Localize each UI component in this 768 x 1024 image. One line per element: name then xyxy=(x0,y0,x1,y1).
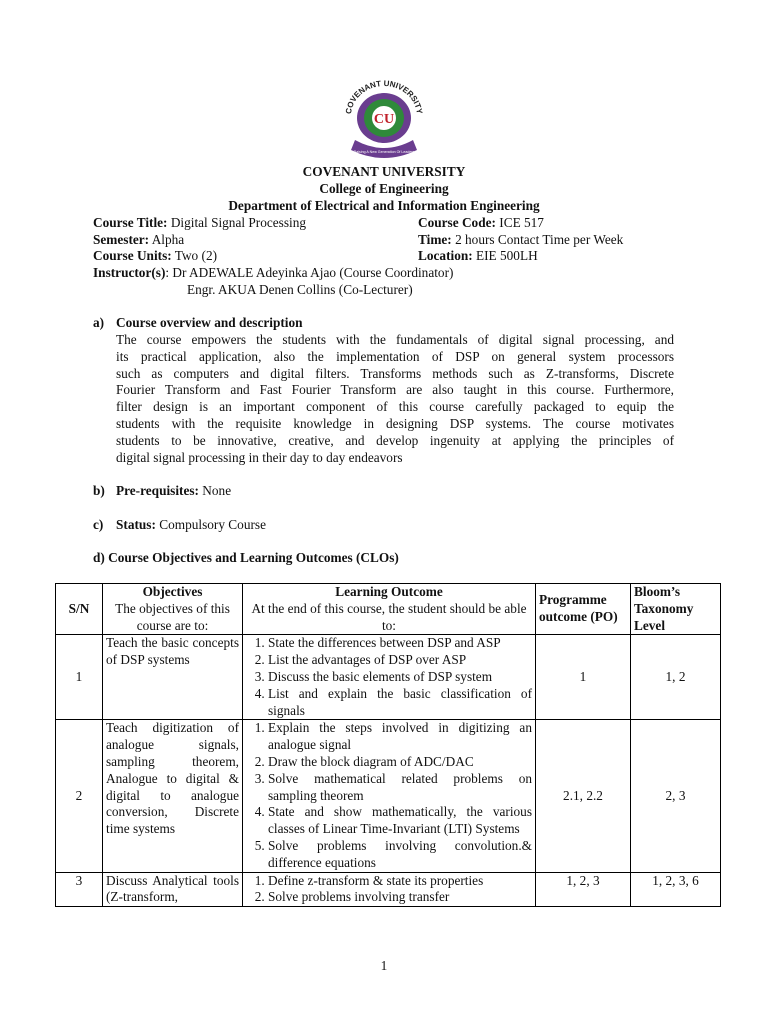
instructor-secondary: Engr. AKUA Denen Collins (Co-Lecturer) xyxy=(187,282,413,297)
course-code-label: Course Code: xyxy=(418,215,496,230)
overview-line: Fourier Transform and Fast Fourier Transform are also taught in this course. Furthermore, xyxy=(116,382,674,398)
location-line xyxy=(418,248,538,265)
semester-label: Semester: xyxy=(93,232,150,247)
prerequisites-label: Pre-requisites: xyxy=(116,483,199,498)
time-line xyxy=(418,232,623,249)
section-b-label: b) xyxy=(93,483,105,498)
section-a-title: Course overview and description xyxy=(116,315,303,330)
status-label: Status: xyxy=(116,517,156,532)
row-sn: 1 xyxy=(56,635,103,720)
outcome-item: 2. Solve problems involving transfer xyxy=(268,889,532,906)
row-sn: 3 xyxy=(56,872,103,907)
row-objective: Teach the basic concepts of DSP systems xyxy=(103,635,243,720)
outcome-item: 3. Discuss the basic elements of DSP system xyxy=(268,669,532,686)
outcome-item: 4. State and show mathematically, the various classes of Linear Time-Invariant (LTI) Systems xyxy=(268,804,532,838)
objectives-header-sub: The objectives of this course are to: xyxy=(115,600,230,633)
row-objective: Teach digitization of analogue signals, sampling theorem, Analogue to digital & digital to analogue conversion, Discrete time systems xyxy=(103,720,243,872)
units-label: Course Units: xyxy=(93,248,172,263)
table-row xyxy=(56,872,721,907)
outcome-item: 2. List the advantages of DSP over ASP xyxy=(268,652,532,669)
outcome-item: 1. Explain the steps involved in digitizing an analogue signal xyxy=(268,720,532,754)
semester-value: Alpha xyxy=(151,232,185,247)
section-a-heading xyxy=(93,315,303,332)
programme-outcome-header: Programme outcome (PO) xyxy=(536,584,631,635)
svg-text:CU: CU xyxy=(373,112,395,127)
course-overview-paragraph xyxy=(116,332,674,466)
table-row xyxy=(56,720,721,872)
outcome-item: 2. Draw the block diagram of ADC/DAC xyxy=(268,754,532,771)
outcome-item: 1. Define z-transform & state its properties xyxy=(268,873,532,890)
table-row xyxy=(56,635,721,720)
row-po: 2.1, 2.2 xyxy=(536,720,631,872)
overview-line: digital signal processing in their day to day endeavors xyxy=(116,449,403,465)
semester-line xyxy=(93,232,184,249)
section-a-label: a) xyxy=(93,315,105,330)
row-sn: 2 xyxy=(56,720,103,872)
outcome-item: 4. List and explain the basic classification of signals xyxy=(268,686,532,720)
course-code-value: ICE 517 xyxy=(499,215,544,230)
row-bloom: 1, 2 xyxy=(631,635,721,720)
section-c xyxy=(93,517,266,534)
course-title-label: Course Title: xyxy=(93,215,168,230)
college-name: College of Engineering xyxy=(319,181,449,196)
overview-line: filter design is an important component of this course carefully packaged to equip the xyxy=(116,399,674,415)
svg-text:Raising A New Generation Of Le: Raising A New Generation Of Leaders xyxy=(353,150,415,154)
learning-outcome-header xyxy=(243,584,536,635)
outcome-item: 5. Solve problems involving convolution.& difference equations xyxy=(268,838,532,872)
row-outcomes xyxy=(243,635,536,720)
row-po: 1 xyxy=(536,635,631,720)
department-name: Department of Electrical and Information Engineering xyxy=(228,198,540,213)
outcome-item: 3. Solve mathematical related problems on sampling theorem xyxy=(268,771,532,805)
location-value: EIE 500LH xyxy=(476,248,538,263)
units-value: Two (2) xyxy=(174,248,218,263)
table-header-row xyxy=(56,584,721,635)
row-bloom: 1, 2, 3, 6 xyxy=(631,872,721,907)
overview-line: The course empowers the students with the fundamentals of digital signal processing, and xyxy=(116,332,674,347)
row-outcomes xyxy=(243,872,536,907)
svg-text:COVENANT UNIVERSITY: COVENANT UNIVERSITY xyxy=(344,78,424,115)
covenant-university-logo xyxy=(333,78,435,164)
blooms-taxonomy-header: Bloom’s Taxonomy Level xyxy=(631,584,721,635)
row-outcomes xyxy=(243,720,536,872)
time-label: Time: xyxy=(418,232,452,247)
course-code-line xyxy=(418,215,544,232)
status-value: Compulsory Course xyxy=(159,517,266,532)
location-label: Location: xyxy=(418,248,473,263)
objectives-header xyxy=(103,584,243,635)
row-objective: Discuss Analytical tools (Z-transform, xyxy=(103,872,243,907)
learning-outcome-header-title: Learning Outcome xyxy=(335,584,443,599)
section-b xyxy=(93,483,231,500)
overview-line: students with the requisite knowledge in designing DSP systems. The course motivates xyxy=(116,415,674,431)
overview-line: students to be innovative, creative, and develop ingenuity at applying the principles of xyxy=(116,432,674,448)
section-c-label: c) xyxy=(93,517,104,532)
units-line xyxy=(93,248,217,265)
overview-line: its practical application, also the implementation of DSP on general system processors xyxy=(116,348,674,364)
instructor-line xyxy=(93,265,453,282)
prerequisites-value: None xyxy=(202,483,232,498)
course-title-line xyxy=(93,215,306,232)
learning-outcome-header-sub: At the end of this course, the student should be able to: xyxy=(251,600,527,633)
page-number: 1 xyxy=(380,958,388,973)
time-value: 2 hours Contact Time per Week xyxy=(455,232,624,247)
instructor-label: Instructor(s) xyxy=(93,265,166,280)
objectives-table xyxy=(55,583,721,907)
overview-line: such as computers and digital filters. Transforms methods such as Z-transforms, Discrete xyxy=(116,365,674,381)
section-d-title: d) Course Objectives and Learning Outcomes (CLOs) xyxy=(93,550,399,565)
row-bloom: 2, 3 xyxy=(631,720,721,872)
university-name: COVENANT UNIVERSITY xyxy=(302,164,466,179)
course-title-value: Digital Signal Processing xyxy=(170,215,306,230)
outcome-item: 1. State the differences between DSP and ASP xyxy=(268,635,532,652)
objectives-header-title: Objectives xyxy=(142,584,203,599)
sn-header: S/N xyxy=(56,584,103,635)
instructor-primary: : Dr ADEWALE Adeyinka Ajao (Course Coordinator) xyxy=(165,265,454,280)
row-po: 1, 2, 3 xyxy=(536,872,631,907)
